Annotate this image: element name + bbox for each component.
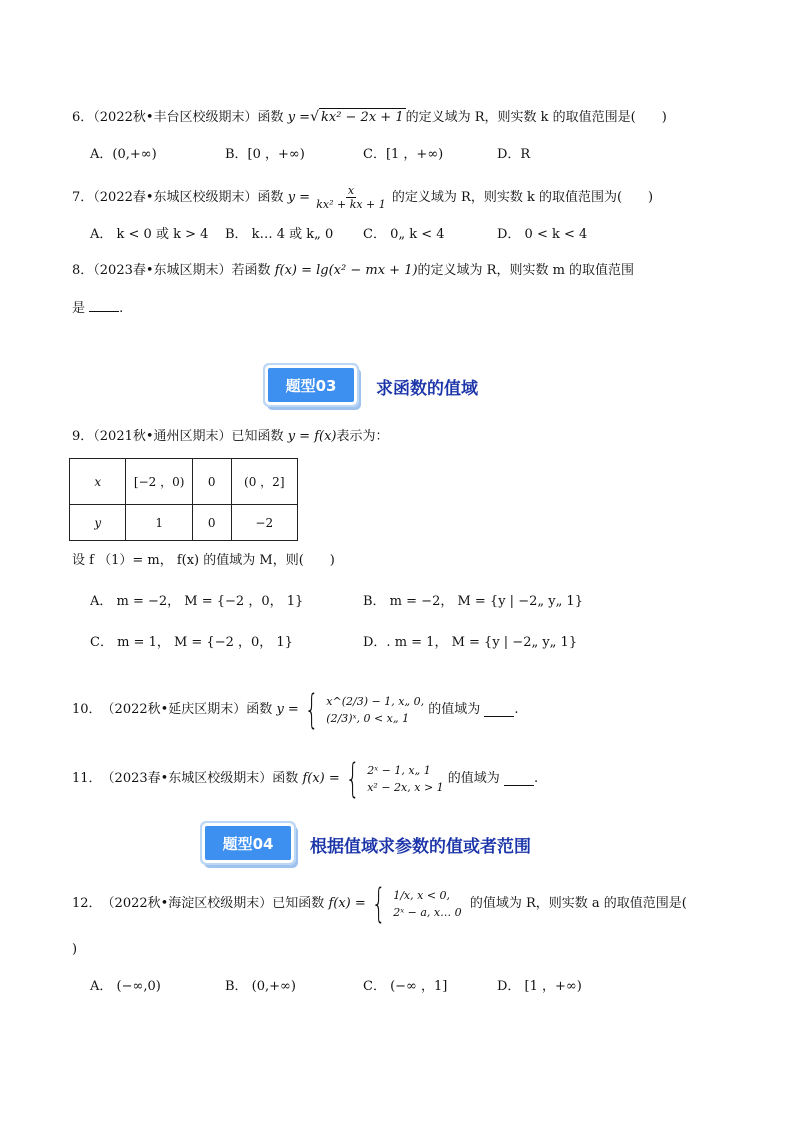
- q12-option-d: D． [1 ，+∞): [497, 979, 582, 994]
- q9-option-d: D．. m = 1， M = {y | −2„ y„ 1}: [363, 635, 578, 650]
- q7-option-d: D． 0 < k < 4: [497, 227, 588, 242]
- q9-option-c: C． m = 1， M = {−2 ，0， 1}: [90, 635, 293, 650]
- answer-blank: [504, 773, 534, 786]
- table-row-x: [70, 459, 298, 505]
- section-title-03: 求函数的值域: [376, 379, 478, 399]
- value-table: [69, 458, 298, 541]
- q6-option-a: A．(0,+∞): [90, 147, 157, 162]
- table-cell: −2: [231, 505, 297, 541]
- q9-option-a: A． m = −2， M = {−2 ，0， 1}: [90, 594, 304, 609]
- table-cell: (0 ，2]: [231, 459, 297, 505]
- table-row-y: [70, 505, 298, 541]
- q7-option-a: A． k < 0 或 k > 4: [90, 227, 209, 242]
- section-title-04: 根据值域求参数的值或者范围: [310, 837, 531, 857]
- q8-stem-line2: 是 .: [72, 301, 124, 316]
- q12-option-c: C． (−∞ ，1]: [363, 979, 448, 994]
- section-badge-04: 题型04: [205, 826, 291, 860]
- q6-option-d: D．R: [497, 147, 531, 162]
- answer-blank: [89, 299, 119, 312]
- q12-stem-line2: ): [72, 942, 78, 957]
- q7-option-c: C． 0„ k < 4: [363, 227, 445, 242]
- q6-stem: 6．（2022秋•丰台区校级期末）函数 y =√ kx² − 2x + 1 的定义域为 R，则实数 k 的取值范围是( ): [72, 109, 667, 125]
- table-cell: [−2 ，0): [126, 459, 192, 505]
- q7-option-b: B． k… 4 或 k„ 0: [225, 227, 334, 242]
- q12-stem: 12． （2022秋•海淀区校级期末）已知函数 f(x) = { 1/x, x < 0, 2ˣ − a, x… 0 的值域为 R，则实数 a 的取值范围是(: [72, 881, 687, 927]
- table-cell: x: [70, 459, 126, 505]
- q11-stem: 11． （2023春•东城区校级期末）函数 f(x) = { 2ˣ − 1, x„ 1 x² − 2x, x > 1 的值域为 .: [72, 756, 539, 802]
- q7-stem: 7．（2022春•东城区校级期末）函数 y = $\frac{x}{\text{kx² + kx + 1}}$ 的定义域为 R，则实数 k 的取值范围为( ): [72, 184, 654, 211]
- q8-stem: 8．（2023春•东城区期末）若函数 f(x) = lg(x² − mx + 1)的定义域为 R，则实数 m 的取值范围: [72, 263, 635, 278]
- q10-stem: 10． （2022秋•延庆区期末）函数 y = { x^(2/3) − 1, x„ 0, (2/3)ˣ, 0 < x„ 1 的值域为 .: [72, 687, 519, 733]
- table-cell: 0: [192, 505, 231, 541]
- table-cell: y: [70, 505, 126, 541]
- q9-question: 设 f （1）= m， f(x) 的值域为 M，则( ): [72, 553, 335, 568]
- q9-stem: 9．（2021秋•通州区期末）已知函数 y = f(x)表示为：: [72, 429, 389, 444]
- q6-option-c: C．[1 ，+∞): [363, 147, 444, 162]
- answer-blank: [484, 704, 514, 717]
- table-cell: 1: [126, 505, 192, 541]
- q9-option-b: B． m = −2， M = {y | −2„ y„ 1}: [363, 594, 583, 609]
- table-cell: 0: [192, 459, 231, 505]
- q12-option-a: A． (−∞,0): [90, 979, 161, 994]
- q6-option-b: B．[0 ，+∞): [225, 147, 305, 162]
- section-badge-03: 题型03: [268, 368, 354, 402]
- q12-option-b: B． (0,+∞): [225, 979, 296, 994]
